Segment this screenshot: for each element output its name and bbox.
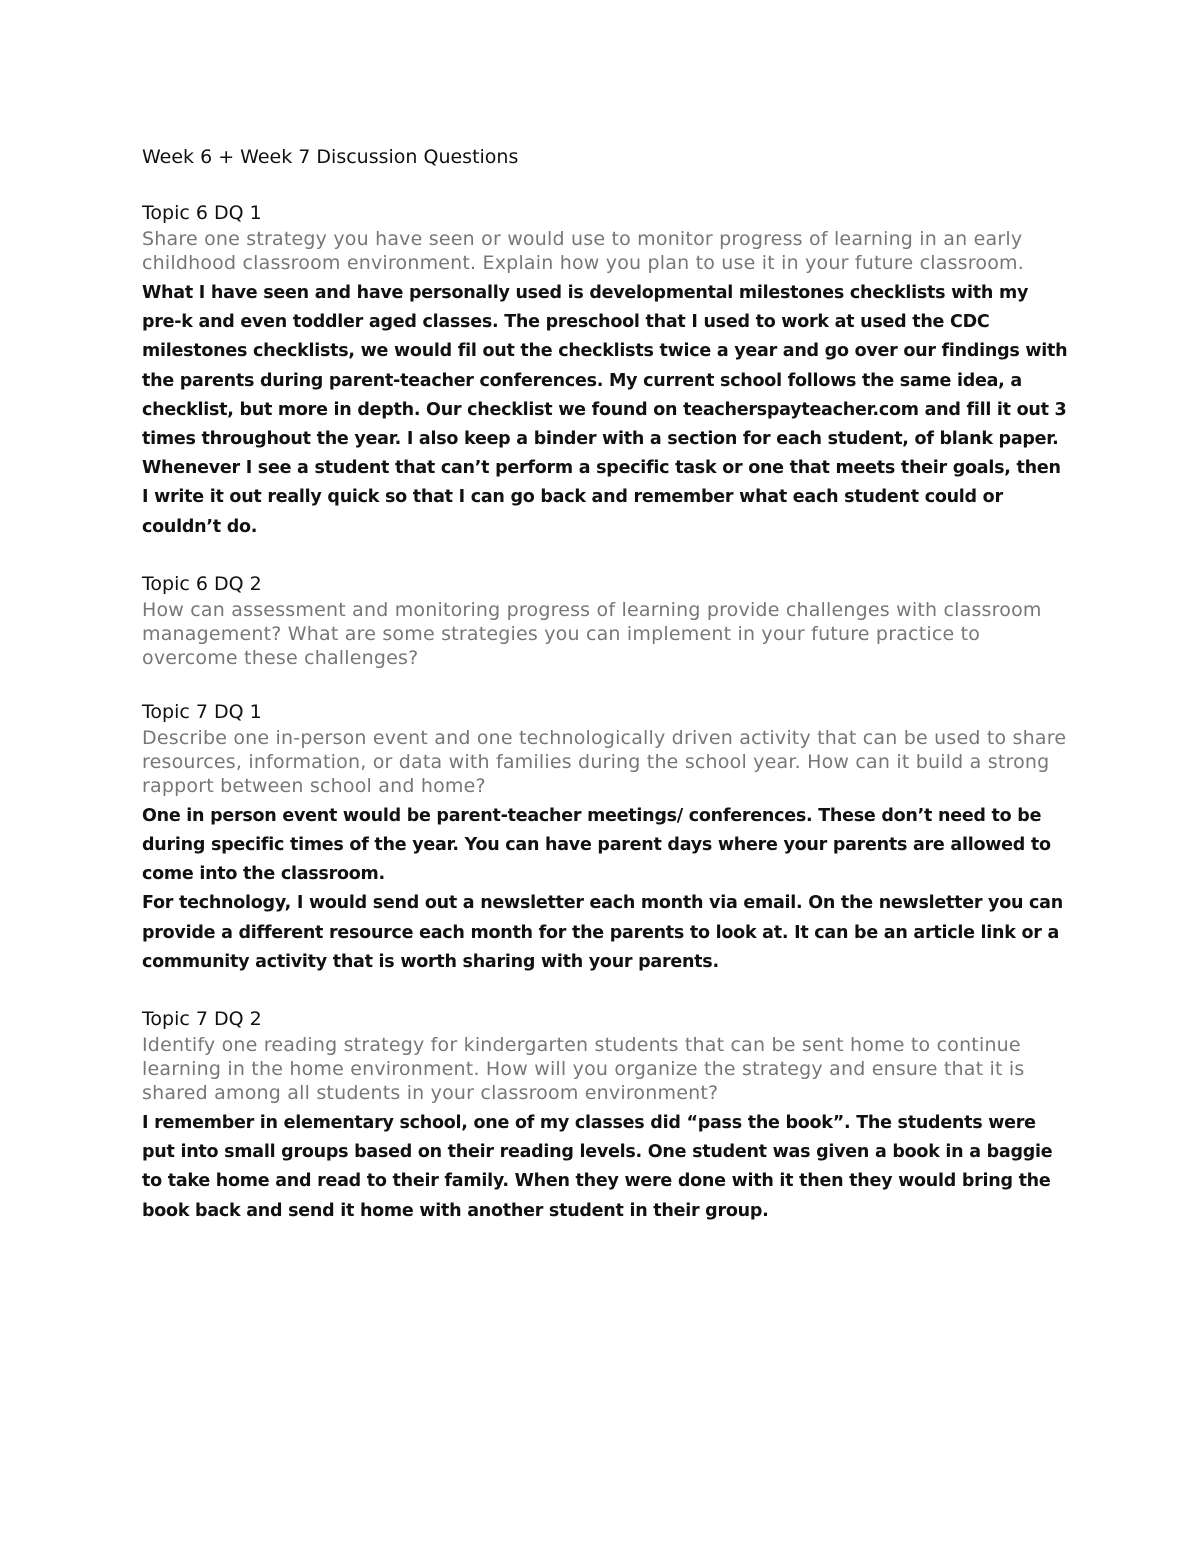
topic-response: One in person event would be parent-teacher meetings/ conferences. These don’t need to be during specific times of the year. You can have parent days where your parents are allowed to come into the classroom. — [142, 805, 1051, 885]
topic-heading: Topic 7 DQ 1 — [142, 700, 262, 723]
topic-heading: Topic 6 DQ 1 — [142, 202, 262, 224]
topic-6-dq-2 — [142, 570, 1072, 670]
topic-6-dq-1 — [142, 199, 1072, 542]
document-content — [142, 143, 1072, 1226]
topic-prompt: Describe one in-person event and one technologically driven activity that can be used to share resources, information, or data with families during the school year. How can it build a strong rapport between school and home? — [142, 726, 1067, 797]
topic-heading: Topic 7 DQ 2 — [142, 1008, 262, 1031]
topic-7-dq-1 — [142, 698, 1072, 977]
topic-response: For technology, I would send out a newsletter each month via email. On the newsletter you can provide a different resource each month for the parents to look at. It can be an article link or a community activity that is worth sharing with your parents. — [142, 893, 1063, 972]
topic-7-dq-2 — [142, 1005, 1072, 1226]
document-title: Week 6 + Week 7 Discussion Questions — [142, 146, 519, 168]
topic-heading: Topic 6 DQ 2 — [142, 572, 262, 595]
topic-prompt: How can assessment and monitoring progress of learning provide challenges with classroom management? What are some strategies you can implement in your future practice to overcome these challenges? — [142, 598, 1042, 669]
topic-prompt: Share one strategy you have seen or would use to monitor progress of learning in an early childhood classroom environment. Explain how you plan to use it in your future classroom. — [142, 228, 1024, 274]
topic-prompt: Identify one reading strategy for kindergarten students that can be sent home to continue learning in the home environment. How will you organize the strategy and ensure that it is shared among all students in your classroom environment? — [142, 1034, 1025, 1105]
topic-response: I remember in elementary school, one of my classes did “pass the book”. The students were put into small groups based on their reading levels. One student was given a book in a baggie to take home and read to their family. When they were done with it then they would bring the book back and send it home with another student in their group. — [142, 1113, 1053, 1221]
topic-response: What I have seen and have personally used is developmental milestones checklists with my pre-k and even toddler aged classes. The preschool that I used to work at used the CDC milestones checklists, we would fil out the checklists twice a year and go over our findings with the parents during parent-teacher conferences. My current school follows the same idea, a checklist, but more in depth. Our checklist we found on teacherspayteacher.com and fill it out 3 times throughout the year. I also keep a binder with a section for each student, of blank paper. Whenever I see a student that can’t perform a specific task or one that meets their goals, then I write it out really quick so that I can go back and remember what each student could or couldn’t do. — [142, 283, 1068, 537]
